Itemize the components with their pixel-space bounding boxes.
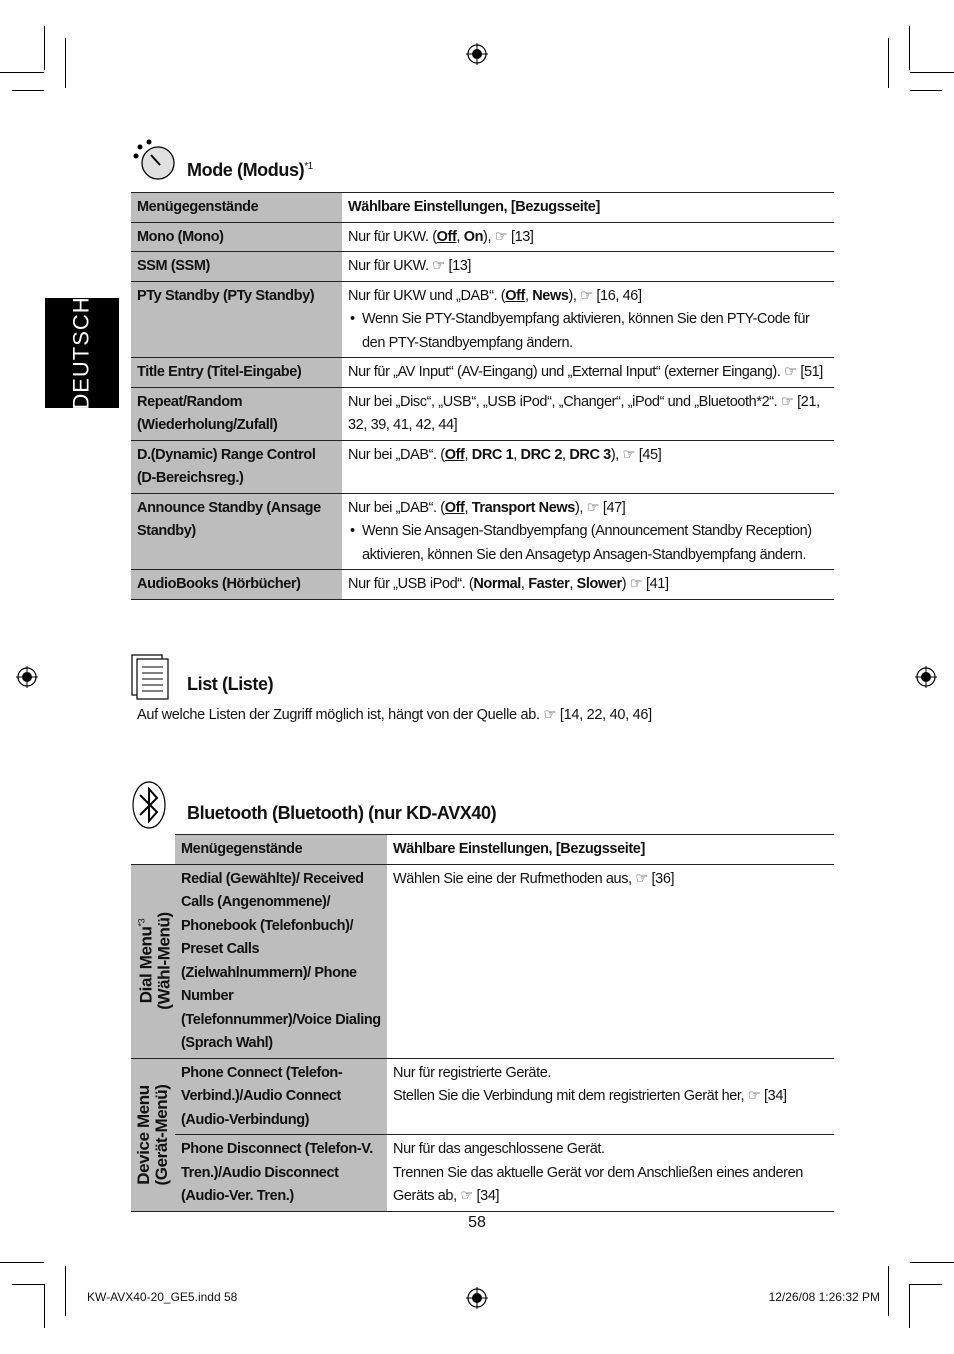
device-menu-label: Device Menu (Gerät-Menü) [134, 1084, 171, 1185]
device-menu-group [131, 1058, 175, 1211]
crop-mark [44, 26, 45, 70]
column-header: Wählbare Einstellungen, [Bezugsseite] [387, 835, 834, 865]
crop-mark [12, 1284, 44, 1285]
page-number: 58 [468, 1214, 486, 1231]
bluetooth-icon [131, 780, 167, 830]
menu-item: Repeat/Random (Wiederholung/Zufall) [131, 387, 342, 440]
crop-mark [65, 38, 66, 88]
table-row [131, 1058, 834, 1135]
crop-mark [909, 1284, 910, 1328]
menu-item: PTy Standby (PTy Standby) [131, 281, 342, 358]
bullet-note: • Wenn Sie Ansagen-Standbyempfang (Announcement Standby Reception) aktivieren, können Sie den Ansagetyp Ansagen-Standbyempfang ändern. [362, 520, 828, 567]
table-row [131, 1135, 834, 1212]
table-row [131, 387, 834, 440]
setting-cell: Nur für UKW und „DAB“. (Off, News), ☞ [16, 46] • Wenn Sie PTY-Standbyempfang aktivieren, können Sie den PTY-Code für den PTY-Standbyempfang ändern. [342, 281, 834, 358]
menu-item: Mono (Mono) [131, 222, 342, 252]
crop-mark [910, 90, 942, 91]
setting-cell: Nur für das angeschlossene Gerät. Trennen Sie das aktuelle Gerät vor dem Anschließen eines anderen Geräts ab, ☞ [34] [387, 1135, 834, 1212]
crop-mark [910, 72, 954, 73]
knob-icon [131, 138, 177, 184]
bluetooth-table [131, 834, 834, 1212]
setting-cell: Nur bei „Disc“, „USB“, „USB iPod“, „Changer“, „iPod“ und „Bluetooth*2“. ☞ [21, 32, 39, 41, 42, 44] [342, 387, 834, 440]
menu-item: Redial (Gewählte)/ Received Calls (Angenommene)/ Phonebook (Telefonbuch)/ Preset Calls (Zielwahlnummern)/ Phone Number (Telefonnummer)/Voice Dialing (Sprach Wahl) [175, 864, 387, 1058]
side-tab-label: DEUTSCH [69, 296, 94, 410]
menu-item: Announce Standby (Ansage Standby) [131, 493, 342, 570]
dial-menu-group [131, 864, 175, 1058]
setting-cell: Nur für „USB iPod“. (Normal, Faster, Slower) ☞ [41] [342, 570, 834, 600]
crop-mark [0, 72, 44, 73]
header-spacer [131, 835, 175, 865]
column-header: Menügegenstände [175, 835, 387, 865]
registration-mark-icon [16, 666, 38, 688]
menu-item: Phone Connect (Telefon-Verbind.)/Audio Connect (Audio-Verbindung) [175, 1058, 387, 1135]
table-row [131, 252, 834, 282]
setting-cell: Nur für UKW. (Off, On), ☞ [13] [342, 222, 834, 252]
registration-mark-icon [466, 1287, 488, 1309]
table-row [131, 493, 834, 570]
crop-mark [44, 1284, 45, 1328]
table-header-row [131, 193, 834, 223]
language-side-tab [45, 298, 119, 408]
table-row [131, 281, 834, 358]
list-section-title: List (Liste) [187, 674, 274, 694]
menu-item: AudioBooks (Hörbücher) [131, 570, 342, 600]
list-icon [131, 654, 171, 700]
bullet-note: • Wenn Sie PTY-Standbyempfang aktivieren, können Sie den PTY-Code für den PTY-Standbyempfang ändern. [362, 308, 828, 355]
menu-item: Phone Disconnect (Telefon-V. Tren.)/Audio Disconnect (Audio-Ver. Tren.) [175, 1135, 387, 1212]
table-row [131, 440, 834, 493]
crop-mark [12, 90, 44, 91]
setting-cell: Nur für UKW. ☞ [13] [342, 252, 834, 282]
column-header: Menügegenstände [131, 193, 342, 223]
dial-menu-label: Dial Menu$^{*3}$ (Wähl-Menü) [136, 912, 174, 1010]
setting-cell: Nur bei „DAB“. (Off, DRC 1, DRC 2, DRC 3), ☞ [45] [342, 440, 834, 493]
crop-mark [888, 38, 889, 88]
menu-item: D.(Dynamic) Range Control (D-Bereichsreg.) [131, 440, 342, 493]
table-row [131, 570, 834, 600]
list-description: Auf welche Listen der Zugriff möglich ist, hängt von der Quelle ab. ☞ [14, 22, 40, 46] [137, 707, 652, 723]
table-row [131, 358, 834, 388]
setting-cell: Nur für registrierte Geräte. Stellen Sie die Verbindung mit dem registrierten Gerät her, ☞ [34] [387, 1058, 834, 1135]
registration-mark-icon [915, 666, 937, 688]
crop-mark [888, 1266, 889, 1316]
crop-mark [65, 1266, 66, 1316]
crop-mark [910, 1262, 954, 1263]
column-header: Wählbare Einstellungen, [Bezugsseite] [342, 193, 834, 223]
table-header-row [131, 835, 834, 865]
mode-section-title: Mode (Modus)$^{*1}$ [187, 160, 313, 180]
table-row [131, 222, 834, 252]
crop-mark [910, 1284, 942, 1285]
table-row [131, 864, 834, 1058]
setting-cell: Nur bei „DAB“. (Off, Transport News), ☞ [47] • Wenn Sie Ansagen-Standbyempfang (Announcement Standby Reception) aktivieren, können Sie den Ansagetyp Ansagen-Standbyempfang ändern. [342, 493, 834, 570]
registration-mark-icon [466, 43, 488, 65]
menu-item: SSM (SSM) [131, 252, 342, 282]
bluetooth-section-title: Bluetooth (Bluetooth) (nur KD-AVX40) [187, 803, 497, 823]
footer-timestamp: 12/26/08 1:26:32 PM [768, 1290, 880, 1304]
crop-mark [0, 1262, 44, 1263]
setting-cell: Nur für „AV Input“ (AV-Eingang) und „External Input“ (externer Eingang). ☞ [51] [342, 358, 834, 388]
mode-table [131, 192, 834, 600]
menu-item: Title Entry (Titel-Eingabe) [131, 358, 342, 388]
crop-mark [909, 26, 910, 70]
footer-file-info: KW-AVX40-20_GE5.indd 58 [87, 1290, 238, 1304]
setting-cell: Wählen Sie eine der Rufmethoden aus, ☞ [36] [387, 864, 834, 1058]
